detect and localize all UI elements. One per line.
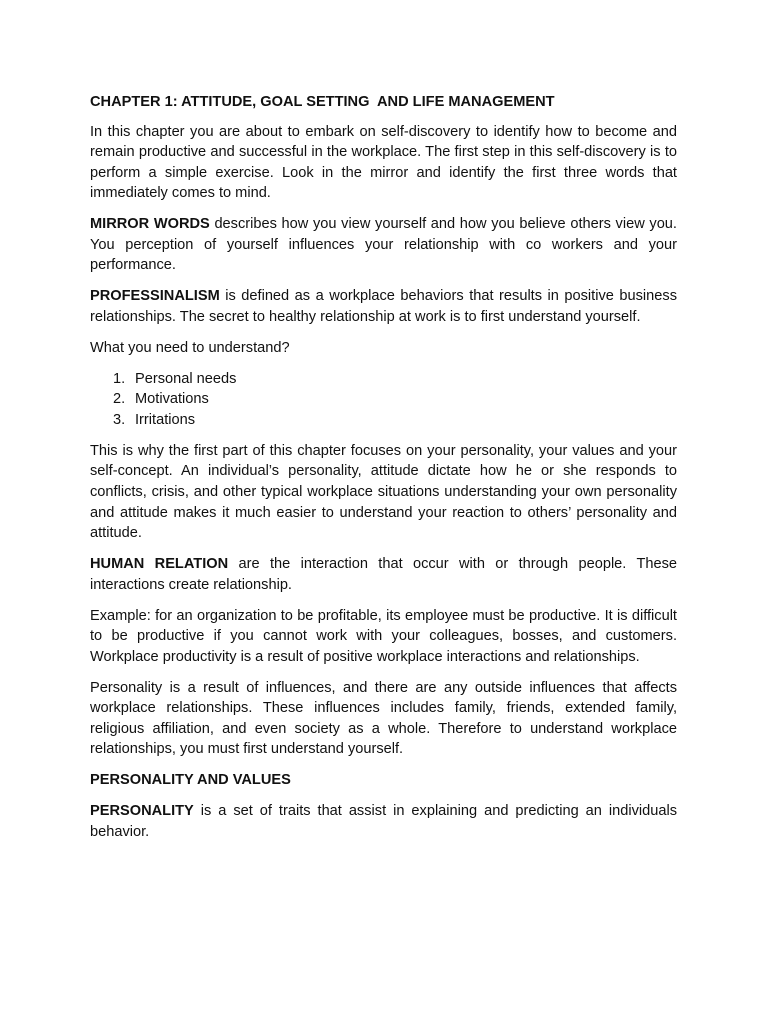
- list-item: [90, 410, 677, 431]
- human-relation-term: HUMAN RELATION: [90, 556, 229, 573]
- question-paragraph: What you need to understand?: [90, 339, 290, 356]
- personality-text: is a set of traits that assist in explaining and predicting an individuals behavior.: [90, 803, 677, 840]
- professionalism-text: is defined as a workplace behaviors that results in positive business relationships. The secret to healthy relationship at work is to first understand yourself.: [90, 288, 677, 325]
- human-relation-paragraph: [90, 554, 677, 595]
- list-item-label: Irritations: [135, 411, 196, 428]
- needs-list: [90, 369, 677, 431]
- list-item-number: 3.: [113, 411, 126, 428]
- personality-term: PERSONALITY: [90, 803, 194, 820]
- list-item-number: 1.: [113, 370, 126, 387]
- mirror-words-text: describes how you view yourself and how you believe others view you. You perception of yourself influences your relationship with co workers and your performance.: [90, 216, 677, 274]
- personality-focus-paragraph: This is why the first part of this chapter focuses on your personality, your values and your self-concept. An individual’s personality, attitude dictate how he or she responds to conflicts, crisis, and other typical workplace situations understanding your own personality and attitude makes it much easier to understand your reaction to others’ personality and attitude.: [90, 442, 677, 542]
- professionalism-term: PROFESSINALISM: [90, 288, 220, 305]
- professionalism-paragraph: [90, 286, 677, 327]
- mirror-words-term: MIRROR WORDS: [90, 216, 210, 233]
- document-body: [90, 92, 677, 853]
- personality-paragraph: [90, 801, 677, 842]
- influences-paragraph: Personality is a result of influences, and there are any outside influences that affects workplace relationships. These influences includes family, friends, extended family, religious affiliation, and even society as a whole. Therefore to understand workplace relationships, you must first understand yourself.: [90, 679, 677, 758]
- human-relation-text: are the interaction that occur with or through people. These interactions create relationship.: [90, 556, 677, 593]
- example-paragraph: Example: for an organization to be profitable, its employee must be productive. It is difficult to be productive if you cannot work with your colleagues, bosses, and customers. Workplace productivity is a result of positive workplace interactions and relationships.: [90, 607, 677, 665]
- list-item: [90, 369, 677, 390]
- list-item-number: 2.: [113, 391, 126, 408]
- section-heading: PERSONALITY AND VALUES: [90, 772, 291, 789]
- mirror-words-paragraph: [90, 214, 677, 276]
- list-item-label: Motivations: [135, 391, 209, 408]
- list-item: [90, 389, 677, 410]
- list-item-label: Personal needs: [135, 370, 237, 387]
- intro-paragraph: In this chapter you are about to embark on self-discovery to identify how to become and remain productive and successful in the workplace. The first step in this self-discovery is to perform a simple exercise. Look in the mirror and identify the first three words that immediately comes to mind.: [90, 123, 677, 202]
- chapter-title: CHAPTER 1: ATTITUDE, GOAL SETTING AND LIFE MANAGEMENT: [90, 94, 555, 110]
